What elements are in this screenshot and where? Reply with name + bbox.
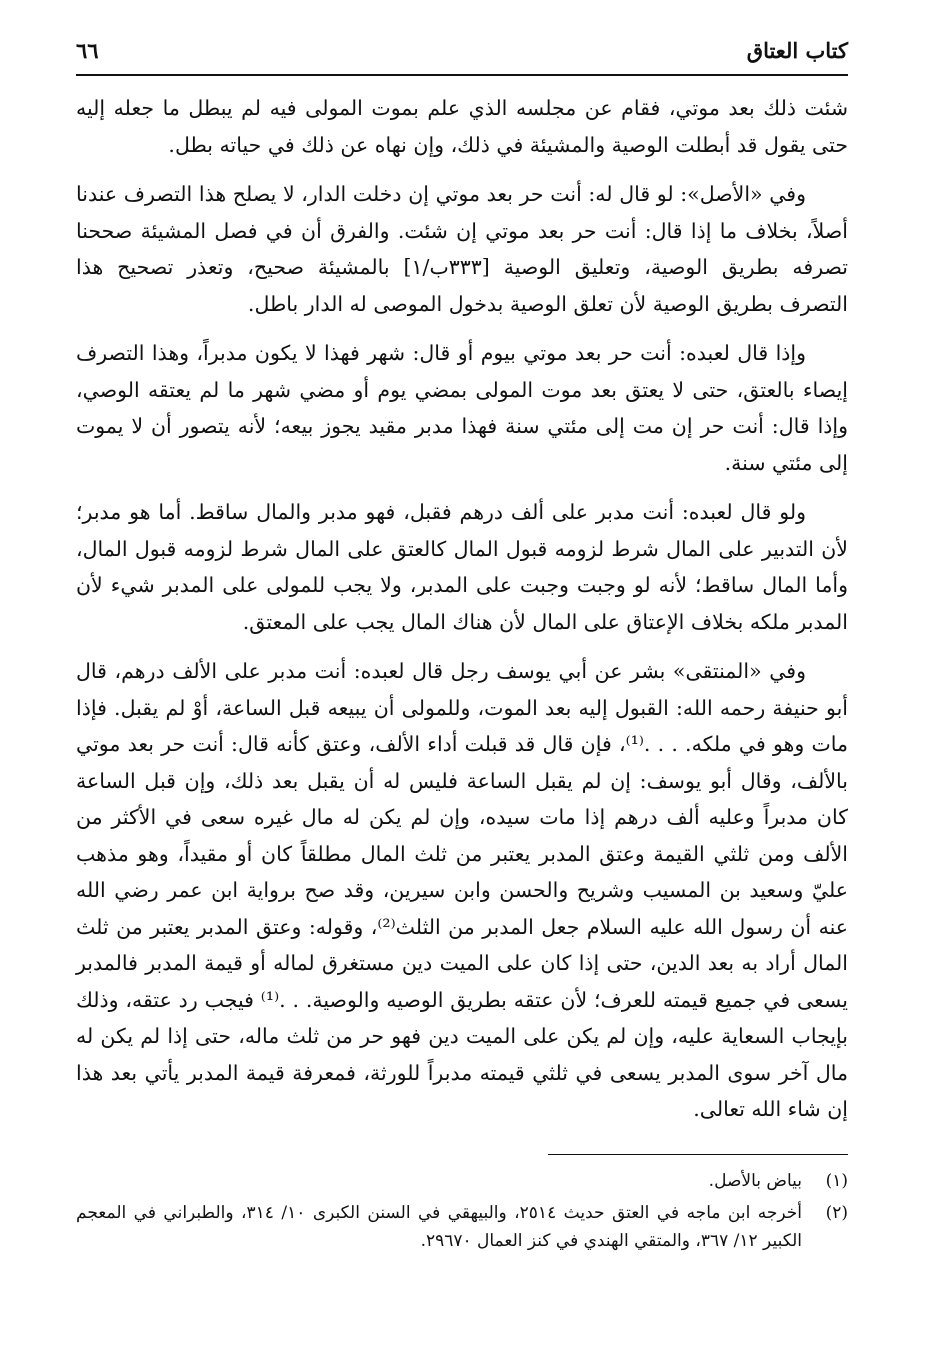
paragraph: ولو قال لعبده: أنت مدبر على ألف درهم فقبل، فهو مدبر والمال ساقط. أما هو مدبر؛ لأن التدبير على المال شرط لزومه قبول المال كالعتق على المال شرط لزومه قبول المال، وأما المال ساقط؛ لأنه لو وجبت وجبت على المدبر، ولا يجب للمولى على المدبر شيء لأن المدبر ملكه بخلاف الإعتاق على المال لأن هناك المال يجب على المعتق. bbox=[76, 500, 848, 634]
footnote bbox=[76, 1167, 848, 1195]
paragraph: وفي «الأصل»: لو قال له: أنت حر بعد موتي إن دخلت الدار، لا يصلح هذا التصرف عندنا أصلاً، بخلاف ما إذا قال: أنت حر بعد موتي إن شئت. والفرق أن في فصل المشيئة صححنا تصرفه بطريق الوصية، وتعليق الوصية [٣٣٣ب/١] بالمشيئة صحيح، وتعذر تصحيح هذا التصرف بطريق الوصية لأن تعلق الوصية بدخول الموصى له الدار باطل. bbox=[76, 182, 849, 316]
running-title: كتاب العتاق bbox=[746, 38, 848, 63]
paragraph: وفي «المنتقى» بشر عن أبي يوسف رجل قال لعبده: أنت مدبر على الألف درهم، قال أبو حنيفة رحمه الله: القبول إليه بعد الموت، وللمولى أن يبيعه قبل الساعة، أوْ لم يقبل. فإذا مات وهو في ملكه. . . .⁽¹⁾، فإن قال قد قبلت أداء الألف، وعتق كأنه قال: أنت حر بعد موتي بالألف، وقال أبو يوسف: إن لم يقبل الساعة فليس له أن يقبل بعد ذلك، وإن قبل الساعة كان مدبراً وعليه ألف درهم إذا مات سيده، وإن لم يكن له مال غيره سعى في الأكثر من الألف ومن ثلثي القيمة وعتق المدبر يعتبر من ثلث المال مطلقاً كان أو مقيداً، وهو مذهب عليّ وسعيد بن المسيب وشريح والحسن وابن سيرين، وقد صح برواية ابن عمر رضي الله عنه أن رسول الله عليه السلام جعل المدبر من الثلث⁽²⁾، وقوله: وعتق المدبر يعتبر من ثلث المال أراد به بعد الدين، حتى إذا كان على الميت دين مستغرق لماله أو قيمة المدبر فالمدبر يسعى في جميع قيمته للعرف؛ لأن عتقه بطريق الوصيه والوصية. . .⁽¹⁾ فيجب رد عتقه، وذلك بإيجاب السعاية عليه، وإن لم يكن على الميت دين فهو حر من ثلث ماله، حتى إذا لم يكن له مال آخر سوى المدبر يسعى في ثلثي قيمته مدبراً للورثة، فمعرفة قيمة المدبر يأتي بعد هذا إن شاء الله تعالى. bbox=[76, 659, 848, 1121]
footnote-rule bbox=[548, 1154, 848, 1155]
footnote-text: بياض بالأصل. bbox=[708, 1170, 802, 1191]
footnote bbox=[76, 1199, 848, 1255]
paragraph: وإذا قال لعبده: أنت حر بعد موتي بيوم أو قال: شهر فهذا لا يكون مدبراً، وهذا التصرف إيصاء بالعتق، حتى لا يعتق بعد موت المولى بمضي يوم أو مضي شهر ما لم يعتقه الوصي، وإذا قال: أنت حر إن مت إلى مئتي سنة فهذا مدبر مقيد يجوز بيعه؛ لأنه يتصور أن لا يموت إلى مئتي سنة. bbox=[76, 341, 848, 475]
header-rule bbox=[76, 74, 848, 76]
page-number: ٦٦ bbox=[76, 38, 99, 63]
footnote-number: (١) bbox=[825, 1170, 848, 1191]
running-header bbox=[76, 30, 848, 74]
paragraph: شئت ذلك بعد موتي، فقام عن مجلسه الذي علم بموت المولى فيه لم يبطل ما جعله إليه حتى يقول قد أبطلت الوصية والمشيئة في ذلك، وإن نهاه عن ذلك في حياته بطل. bbox=[76, 96, 848, 157]
footnotes bbox=[76, 1167, 848, 1255]
main-text bbox=[76, 90, 848, 1128]
footnote-text: أخرجه ابن ماجه في العتق حديث ٢٥١٤، والبيهقي في السنن الكبرى ١٠/ ٣١٤، والطبراني في المعجم الكبير ١٢/ ٣٦٧، والمتقي الهندي في كنز العمال ٢٩٦٧٠. bbox=[76, 1202, 803, 1251]
footnote-number: (٢) bbox=[825, 1202, 848, 1223]
book-page bbox=[76, 30, 848, 1350]
